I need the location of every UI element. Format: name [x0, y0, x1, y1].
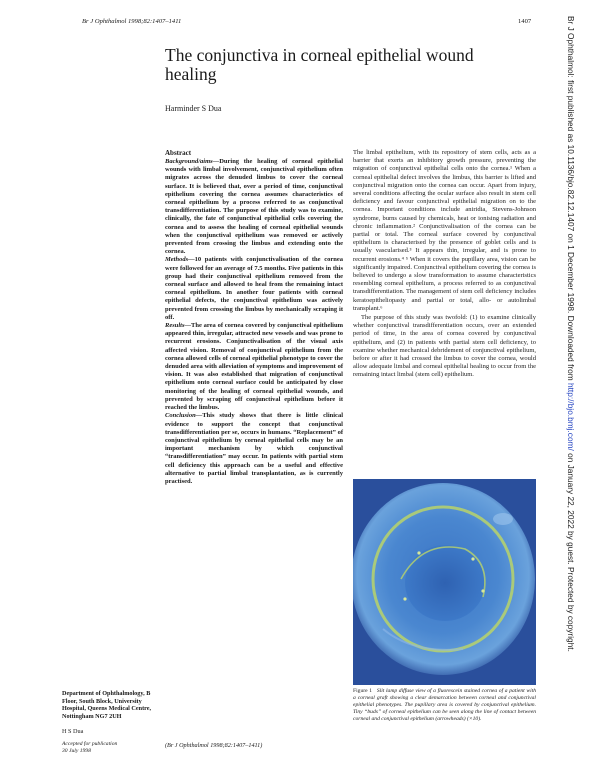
abstract-citation: (Br J Ophthalmol 1998;82:1407–1411)	[165, 742, 263, 749]
accepted-date-value: 30 July 1998	[62, 747, 91, 754]
accepted-label: Accepted for publication	[62, 741, 118, 747]
figure-label: Figure 1	[353, 688, 373, 694]
abstract-methods-label: Methods—	[165, 256, 195, 264]
side-strip-suffix: on January 22, 2022 by guest. Protected by copyright.	[566, 450, 576, 652]
abstract-conclusion-label: Conclusion—	[165, 412, 203, 420]
article-title: The conjunctiva in corneal epithelial wound healing	[165, 45, 474, 84]
abstract-background-label: Background/aims—	[165, 158, 220, 165]
figure-caption	[353, 688, 536, 723]
abstract-results-text: The area of cornea covered by conjunctival epithelium appeared thin, irregular, attracted new vessels and was prone to recurrent erosions. Conjunctivalisation of the visual axis affected vision. Removal of conjunctival epithelium from the cornea allowed cells of corneal epithelial phenotype to cover the denuded area with alleviation of symptoms and improvement of vision. It was also established that migration of conjunctival epithelium onto corneal surface could be anticipated by close monitoring of the healing of corneal epithelial wounds, and prevented by scraping off conjunctival epithelium before it reached the limbus.	[165, 322, 343, 412]
abstract-results-label: Results—	[165, 322, 192, 330]
body-paragraph: The limbal epithelium, with its repository of stem cells, acts as a barrier that exerts an inhibitory growth pressure, preventing the migration of conjunctival epithelial cells onto the cornea.¹ When a corneal epithelial defect involves the limbus, this barrier is lifted and conjunctival migration onto the cornea can occur. Apart from injury, several conditions affecting the ocular surface also result in stem cell deficiency and favour conjunctival epithelial migration on to the cornea. Important conditions include aniridia, Stevens-Johnson syndrome, burns caused by chemicals, heat or ionising radiation and chronic inflammation.² Conjunctivalisation of the cornea can be partial or total. The corneal surface covered by conjunctival epithelium is characterised by the presence of goblet cells and is usually vascularised.³ It appears thin, irregular, and is prone to recurrent erosions.⁴ ⁵ When it covers the pupillary area, vision can be significantly impaired. Conjunctival epithelium covering the cornea is believed to undergo a slow transformation to assume characteristics resembling corneal epithelium, a process referred to as conjunctival transdifferentiation. The management of stem cell deficiency includes keratoepitheliopasty and partial or total, allo- or autolimbal transplant.⁶	[353, 149, 536, 312]
page-number: 1407	[518, 18, 532, 25]
running-head: Br J Ophthalmol 1998;82:1407–1411	[82, 18, 182, 25]
abstract-conclusion	[165, 412, 343, 486]
body-paragraph: The purpose of this study was twofold: (1) to examine clinically whether conjunctival transdifferentiation occurs, over an extended period of time, in the area of cornea covered by conjunctival epithelium, and (2) in patients with partial stem cell deficiency, to examine whether mechanical debridement of conjunctival epithelium, before or after it had crossed the limbus to cover the cornea, would allow adequate limbal and corneal epithelial healing to occur from the remaining intact limbal (stem cell) epithelium.	[353, 314, 536, 379]
figure-1-image	[353, 479, 536, 685]
accepted-date	[62, 741, 158, 755]
abstract-conclusion-text: This study shows that there is little clinical evidence to support the concept that conjunctival transdifferentiation per se, occurs in humans. “Replacement” of conjunctival epithelium by corneal epithelial cells may be an important mechanism by which conjunctival “transdifferentiation” may occur. In patients with partial stem cell deficiency this approach can be a useful and effective alternative to partial limbal transplantation, as is currently practised.	[165, 412, 343, 485]
body-column	[353, 149, 536, 380]
figure-caption-text: Slit lamp diffuse view of a fluorescein stained cornea of a patient with a corneal graft showing a clear demarcation between corneal and conjunctival epithelial phenotypes. The pupillary area is covered by conjunctival epithelium. Tiny “buds” of corneal epithelium can be seen along the line of contact between corneal and conjunctival epithelium (arrowheads) (×10).	[353, 688, 536, 722]
correspondent: H S Dua	[62, 728, 84, 735]
affiliation: Department of Ophthalmology, B Floor, South Block, University Hospital, Queens Medical Centre, Nottingham NG7 2UH	[62, 690, 152, 720]
side-strip-prefix: Br J Ophthalmol: first published as 10.1136/bjo.82.12.1407 on 1 December 1998. Downloaded from	[566, 16, 576, 383]
side-strip	[562, 10, 588, 776]
abstract-heading: Abstract	[165, 149, 192, 157]
side-strip-text	[566, 16, 576, 652]
abstract-background	[165, 158, 343, 256]
abstract-methods-text: 10 patients with conjunctivalisation of the cornea were followed for an average of 7.5 months. Five patients in this group had their conjunctival epithelium removed from the corneal surface and allowed to heal from the remaining intact corneal epithelium. In another four patients with corneal epithelial defects, the conjunctival epithelium was actively prevented from crossing the limbus by mechanically scraping it off.	[165, 256, 343, 321]
slit-lamp-photo	[353, 479, 536, 685]
abstract-results	[165, 322, 343, 412]
abstract-methods	[165, 256, 343, 322]
abstract	[165, 149, 343, 486]
abstract-background-text: During the healing of corneal epithelial wounds with limbal involvement, conjunctival epithelium often migrates across the denuded limbus to cover the corneal surface. It is believed that, over a period of time, conjunctival epithelium covering the cornea assumes characteristics of corneal epithelium by a process referred to as conjunctival transdifferentiation. The purpose of this study was to examine, clinically, the fate of conjunctival epithelial cells covering the cornea and to assess the healing of corneal epithelial wounds when the conjunctival epithelium was removed or actively prevented from crossing the limbus and extending onto the cornea.	[165, 158, 343, 256]
article-author: Harminder S Dua	[165, 104, 222, 113]
side-strip-link[interactable]: http://bjo.bmj.com/	[566, 382, 576, 451]
